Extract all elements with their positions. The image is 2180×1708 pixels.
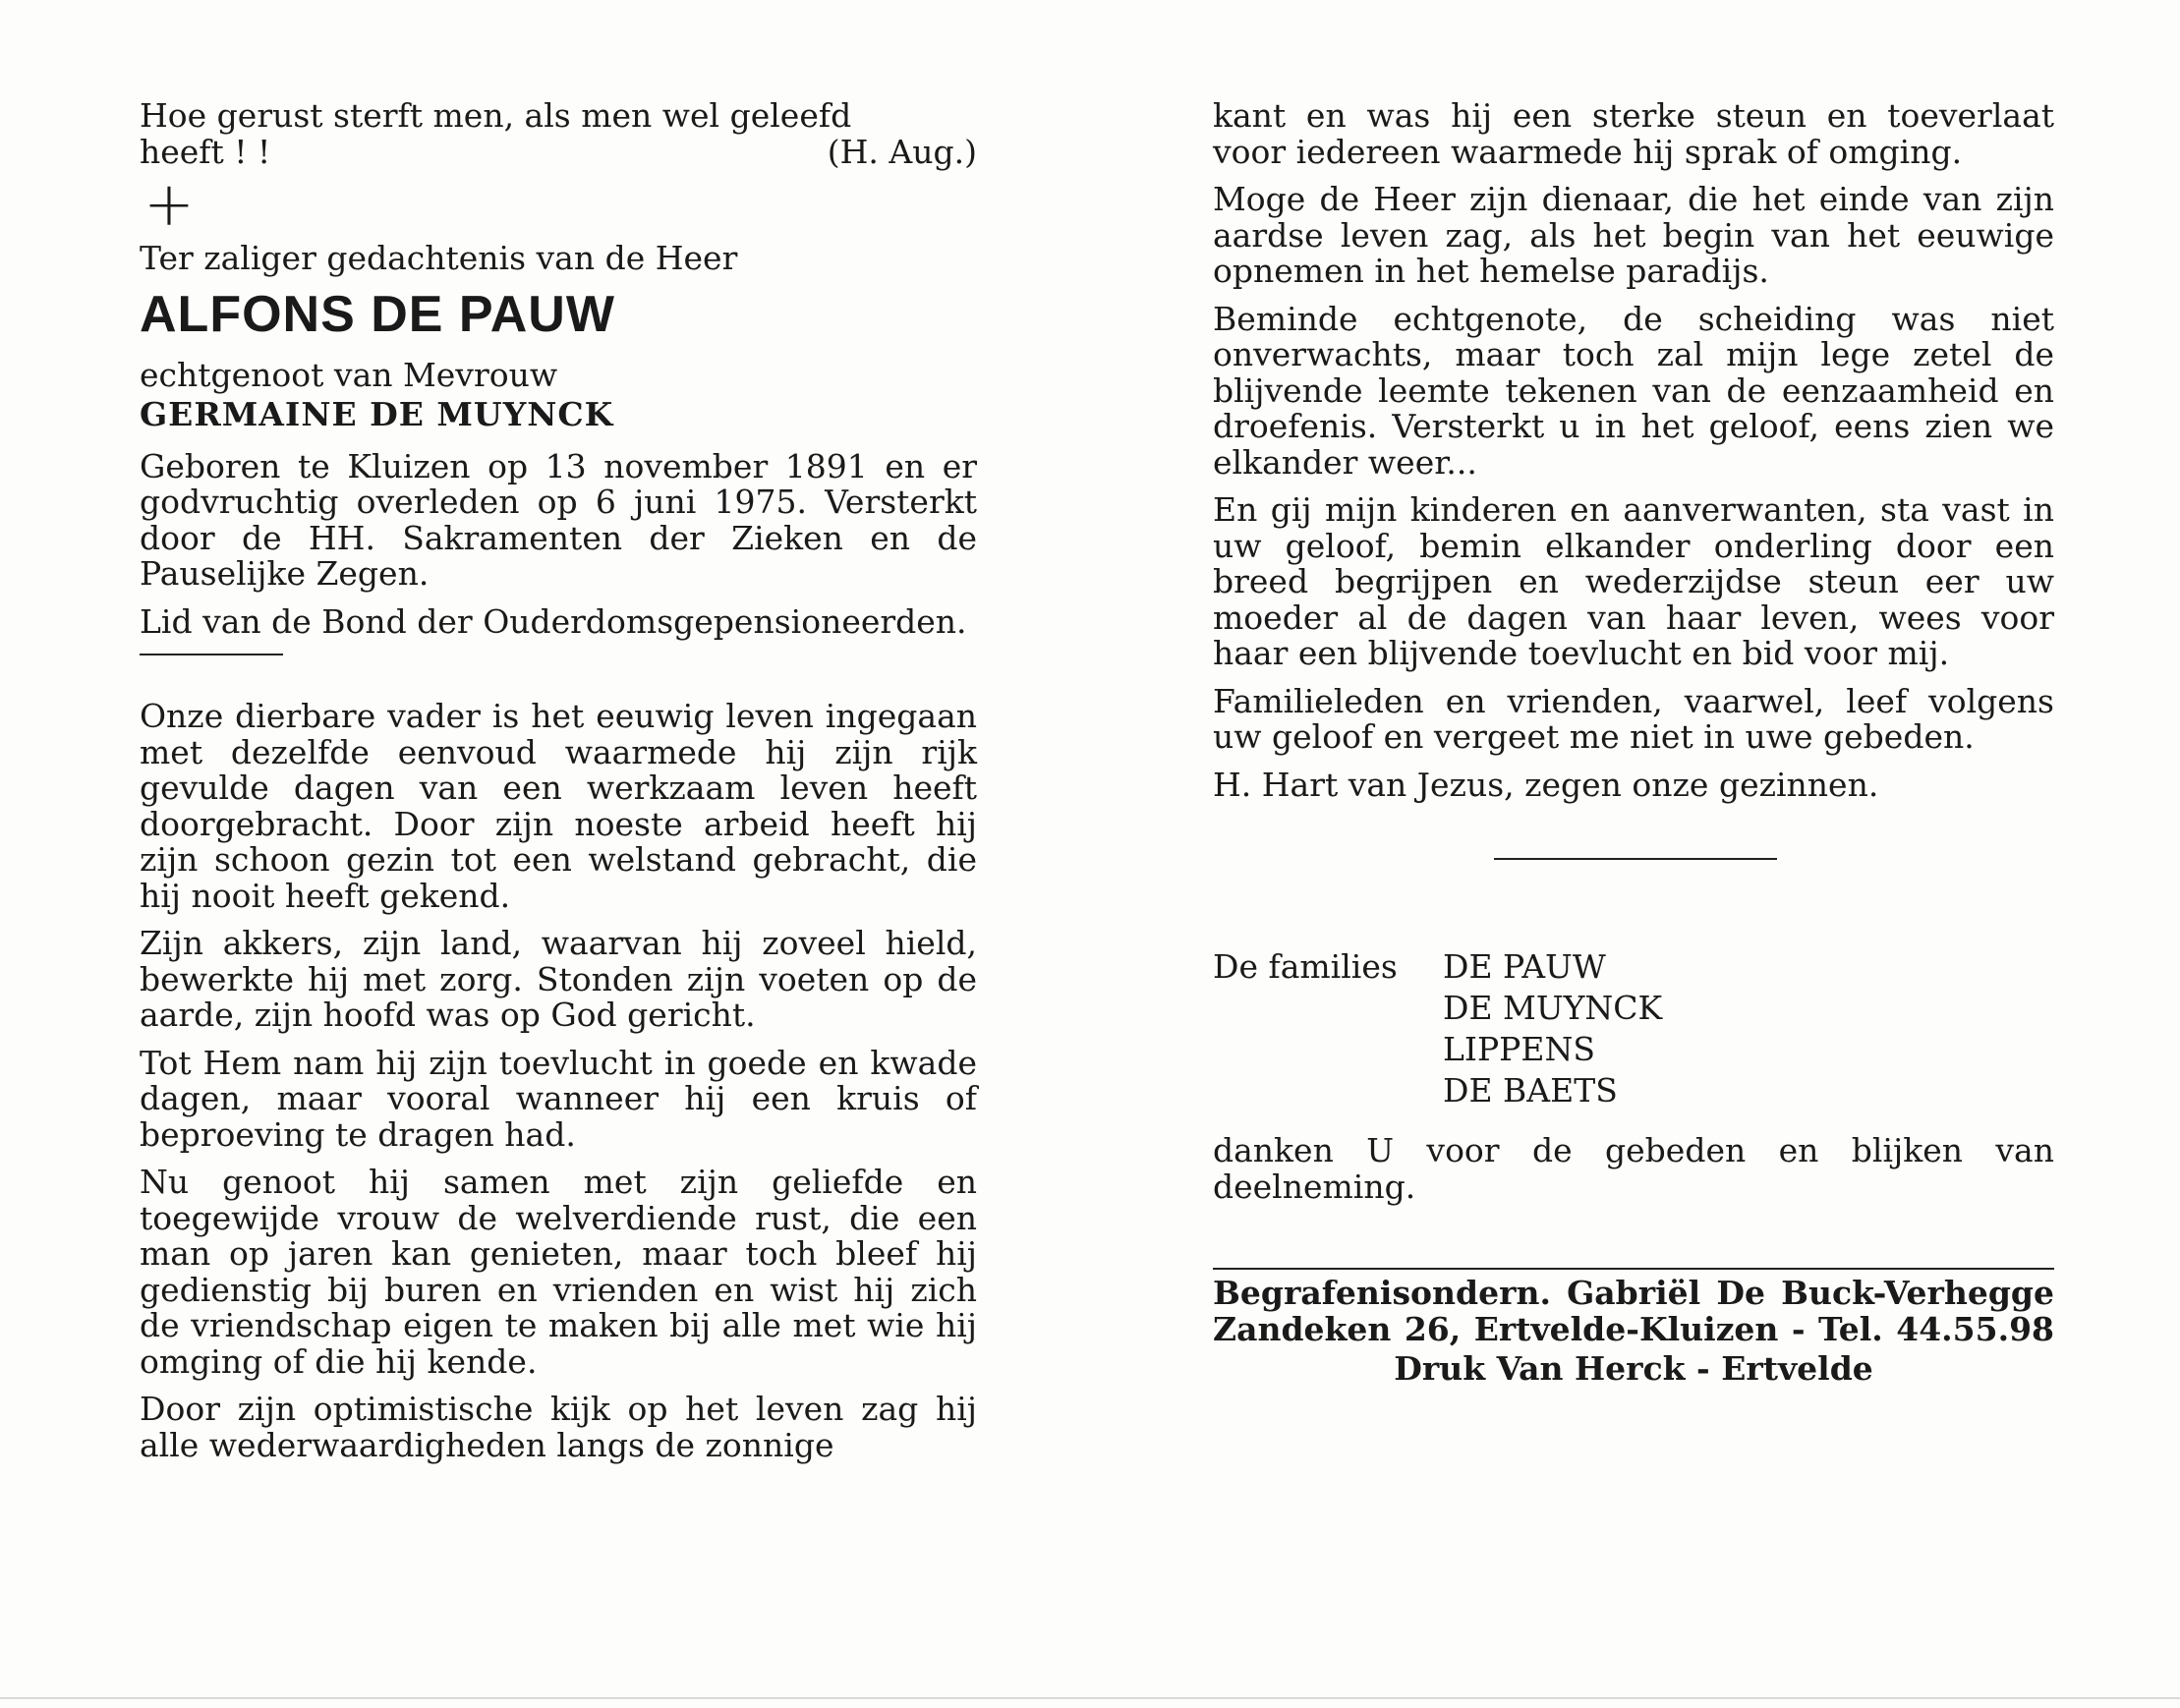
right-paragraph-5: Familieleden en vrienden, vaarwel, leef volgens uw geloof en vergeet me niet in uwe gebeden. xyxy=(1213,681,2054,756)
memorial-intro: Ter zaliger gedachtenis van de Heer xyxy=(140,239,738,277)
divider xyxy=(1213,1268,2054,1270)
undertaker-address: Zandeken 26, Ertvelde-Kluizen - Tel. 44.55.98 xyxy=(1213,1309,2054,1348)
families-block xyxy=(1213,946,2054,1111)
family-name: DE BAETS xyxy=(1443,1071,1618,1110)
family-name: DE MUYNCK xyxy=(1443,989,1663,1027)
divider xyxy=(140,654,283,655)
spouse-intro: echtgenoot van Mevrouw xyxy=(140,355,558,394)
right-column xyxy=(1213,98,2054,1388)
left-paragraph-1: Onze dierbare vader is het eeuwig leven ingegaan met dezelfde eenvoud waarmede hij zijn rijk gevulde dagen van een werkzaam leven heeft doorgebracht. Door zijn noeste arbeid heeft hij zijn schoon gezin tot een welstand gebracht, die hij nooit heeft gekend. xyxy=(140,697,977,915)
left-column xyxy=(140,98,977,1475)
motto-line1: Hoe gerust sterft men, als men wel geleefd xyxy=(140,96,852,135)
left-paragraph-4: Nu genoot hij samen met zijn geliefde en toegewijde vrouw de welverdiende rust, die een man op jaren kan genieten, maar toch bleef hij gedienstig bij buren en vrienden en wist hij zich de vriendschap eigen te maken bij alle met wie hij omging of die hij kende. xyxy=(140,1163,977,1381)
undertaker-line: Begrafenisondern. Gabriël De Buck-Verhegge xyxy=(1213,1274,2054,1312)
spouse-name: GERMAINE DE MUYNCK xyxy=(140,395,614,433)
printer-line: Druk Van Herck - Ertvelde xyxy=(1394,1349,1873,1388)
cross-icon: + xyxy=(143,168,195,240)
right-paragraph-4: En gij mijn kinderen en aanverwanten, sta vast in uw geloof, bemin elkander onderling door een breed begrijpen en wederzijdse steun eer uw moeder al de dagen van haar leven, wees voor haar een blijvende toevlucht en bid voor mij. xyxy=(1213,490,2054,672)
left-paragraph-2: Zijn akkers, zijn land, waarvan hij zoveel hield, bewerkte hij met zorg. Stonden zijn voeten op de aarde, zijn hoofd was op God gericht. xyxy=(140,924,977,1034)
motto xyxy=(140,98,977,170)
birth-death-text: Geboren te Kluizen op 13 november 1891 en er godvruchtig overleden op 6 juni 1975. Versterkt door de HH. Sakramenten der Zieken en de Pauselijke Zegen. xyxy=(140,446,977,593)
thanks-text: danken U voor de gebeden en blijken van deelneming. xyxy=(1213,1131,2054,1206)
motto-author: (H. Aug.) xyxy=(827,132,977,171)
card-edge xyxy=(0,1697,2180,1699)
family-name: LIPPENS xyxy=(1443,1030,1595,1068)
families-label: De families xyxy=(1213,947,1398,986)
left-paragraph-3: Tot Hem nam hij zijn toevlucht in goede en kwade dagen, maar vooral wanneer hij een kruis of beproeving te dragen had. xyxy=(140,1043,977,1154)
left-paragraph-5: Door zijn optimistische kijk op het leven zag hij alle wederwaardigheden langs de zonnige xyxy=(140,1390,977,1464)
motto-line2: heeft ! ! xyxy=(140,132,271,171)
divider xyxy=(1494,858,1777,860)
right-paragraph-2: Moge de Heer zijn dienaar, die het einde van zijn aardse leven zag, als het begin van het eeuwige opnemen in het hemelse paradijs. xyxy=(1213,180,2054,290)
deceased-name: ALFONS DE PAUW xyxy=(140,285,615,343)
right-paragraph-3: Beminde echtgenote, de scheiding was niet onverwachts, maar toch zal mijn lege zetel de blijvende leemte tekenen van de eenzaamheid en droefenis. Versterkt u in het geloof, eens zien we elkander weer... xyxy=(1213,299,2054,482)
right-paragraph-6: H. Hart van Jezus, zegen onze gezinnen. xyxy=(1213,765,1879,804)
family-name: DE PAUW xyxy=(1443,947,1606,986)
membership-text: Lid van de Bond der Ouderdomsgepensioneerden. xyxy=(140,601,967,641)
families-list xyxy=(1443,946,1662,1111)
right-paragraph-1: kant en was hij een sterke steun en toeverlaat voor iedereen waarmede hij sprak of omging. xyxy=(1213,96,2054,171)
